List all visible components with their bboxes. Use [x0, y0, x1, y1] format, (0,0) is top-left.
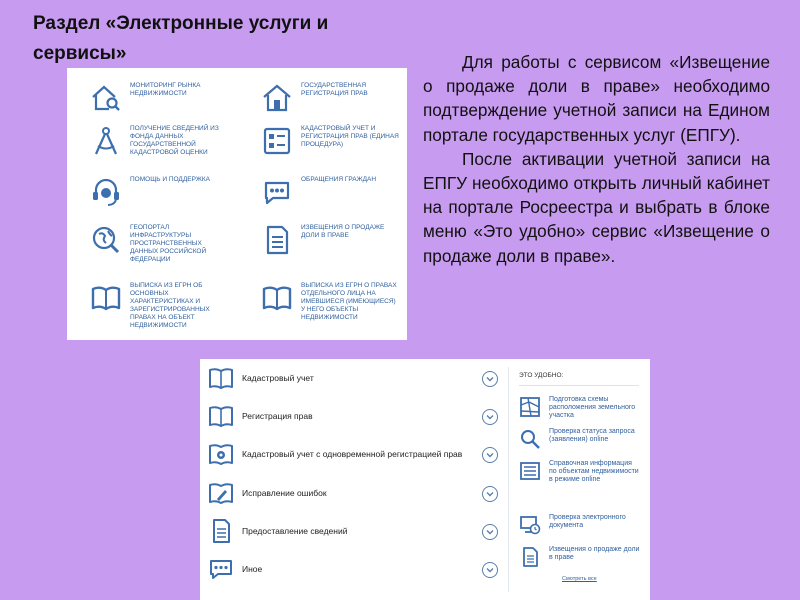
service-share-sale-notice[interactable] — [261, 224, 401, 256]
building-list-icon — [519, 460, 541, 482]
convenient-item-label: Подготовка схемы расположения земельного участка — [549, 396, 636, 420]
service-geoportal[interactable] — [90, 224, 230, 264]
menu-item-other[interactable] — [208, 554, 498, 584]
service-single-procedure[interactable] — [261, 125, 401, 157]
chevron-down-icon[interactable] — [482, 447, 498, 463]
open-book-icon — [261, 282, 293, 314]
book-icon — [208, 365, 234, 391]
menu-item-label: Исправление ошибок — [242, 488, 327, 498]
services-panel — [67, 68, 407, 340]
service-label: ОБРАЩЕНИЯ ГРАЖДАН — [301, 176, 377, 183]
paragraph-1: Для работы с сервисом «Извещение о продаже доли в праве» необходимо подтверждение учетной записи на Едином портале государственных услуг (ЕПГУ). — [423, 52, 770, 145]
convenient-item-share-sale-notice[interactable] — [519, 546, 641, 568]
map-icon — [519, 396, 541, 418]
compass-icon — [90, 125, 122, 157]
chat-icon — [261, 176, 293, 208]
menu-item-label: Предоставление сведений — [242, 526, 348, 536]
chevron-down-icon[interactable] — [482, 371, 498, 387]
book-icon — [208, 403, 234, 429]
chat-icon — [208, 556, 234, 582]
menu-item-cadastral[interactable] — [208, 363, 498, 393]
convenient-item-label: Проверка статуса запроса (заявления) online — [549, 428, 635, 444]
monitor-clock-icon — [519, 514, 541, 536]
book-pencil-icon — [208, 480, 234, 506]
checklist-icon — [261, 125, 293, 157]
menu-item-label: Кадастровый учет — [242, 373, 314, 383]
service-label: ГОСУДАРСТВЕННАЯ РЕГИСТРАЦИЯ ПРАВ — [301, 82, 368, 97]
convenient-item-label: Справочная информация по объектам недвижимости в режиме online — [549, 460, 639, 484]
open-book-icon — [90, 282, 122, 314]
globe-search-icon — [90, 224, 122, 256]
service-label: ВЫПИСКА ИЗ ЕГРН О ПРАВАХ ОТДЕЛЬНОГО ЛИЦА НА ИМЕВШИЕСЯ (ИМЕЮЩИЕСЯ) У НЕГО ОБЪЕКТЫ НЕДВИЖИМОСТИ — [301, 282, 397, 321]
show-all-link[interactable]: Смотреть все — [562, 576, 597, 582]
service-cadastral-valuation[interactable] — [90, 125, 230, 157]
body-text — [423, 50, 770, 268]
service-label: КАДАСТРОВЫЙ УЧЕТ И РЕГИСТРАЦИЯ ПРАВ (ЕДИНАЯ ПРОЦЕДУРА) — [301, 125, 399, 148]
menu-item-information[interactable] — [208, 516, 498, 546]
book-gear-icon — [208, 441, 234, 467]
service-label: МОНИТОРИНГ РЫНКА НЕДВИЖИМОСТИ — [130, 82, 201, 97]
convenient-item-reference-info[interactable] — [519, 460, 641, 485]
convenient-item-label: Проверка электронного документа — [549, 514, 626, 530]
service-label: ИЗВЕЩЕНИЯ О ПРОДАЖЕ ДОЛИ В ПРАВЕ — [301, 224, 385, 239]
convenient-title: ЭТО УДОБНО: — [519, 372, 564, 379]
chevron-down-icon[interactable] — [482, 562, 498, 578]
menu-item-label: Регистрация прав — [242, 411, 313, 421]
headset-icon — [90, 176, 122, 208]
menu-item-label: Кадастровый учет с одновременной регистрацией прав — [242, 449, 463, 459]
service-registration[interactable] — [261, 82, 401, 114]
paragraph-2: После активации учетной записи на ЕПГУ необходимо открыть личный кабинет на портале Росреестра и выбрать в блоке меню «Это удобно» сервис «Извещение о продаже доли в праве». — [423, 148, 770, 266]
chevron-down-icon[interactable] — [482, 524, 498, 540]
service-label: ПОЛУЧЕНИЕ СВЕДЕНИЙ ИЗ ФОНДА ДАННЫХ ГОСУДАРСТВЕННОЙ КАДАСТРОВОЙ ОЦЕНКИ — [130, 125, 219, 156]
service-market-monitoring[interactable] — [90, 82, 230, 114]
menu-item-registration[interactable] — [208, 401, 498, 431]
service-egrn-person[interactable] — [261, 282, 401, 322]
menu-item-cadastral-registration[interactable] — [208, 439, 498, 469]
document-icon — [261, 224, 293, 256]
menu-item-error-correction[interactable] — [208, 478, 498, 508]
document-icon — [208, 518, 234, 544]
slide-heading: Раздел «Электронные услуги и сервисы» — [33, 13, 329, 64]
house-icon — [261, 82, 293, 114]
service-citizen-appeals[interactable] — [261, 176, 401, 208]
house-search-icon — [90, 82, 122, 114]
menu-item-label: Иное — [242, 564, 263, 574]
service-label: ВЫПИСКА ИЗ ЕГРН ОБ ОСНОВНЫХ ХАРАКТЕРИСТИКАХ И ЗАРЕГИСТРИРОВАННЫХ ПРАВАХ НА ОБЪЕКТ НЕДВИЖИМОСТИ — [130, 282, 210, 329]
convenient-item-status-check[interactable] — [519, 428, 641, 450]
convenient-item-label: Извещения о продаже доли в праве — [549, 546, 640, 562]
convenient-item-land-scheme[interactable] — [519, 396, 641, 421]
chevron-down-icon[interactable] — [482, 486, 498, 502]
panel-divider — [508, 367, 509, 592]
convenient-item-document-check[interactable] — [519, 514, 641, 536]
service-label: ПОМОЩЬ И ПОДДЕРЖКА — [130, 176, 210, 183]
service-egrn-basic[interactable] — [90, 282, 230, 330]
account-panel — [200, 359, 650, 600]
service-label: ГЕОПОРТАЛ ИНФРАСТРУКТУРЫ ПРОСТРАНСТВЕННЫХ ДАННЫХ РОССИЙСКОЙ ФЕДЕРАЦИИ — [130, 224, 207, 263]
document-icon — [519, 546, 541, 568]
title-divider — [519, 385, 639, 386]
service-help-support[interactable] — [90, 176, 230, 208]
search-icon — [519, 428, 541, 450]
chevron-down-icon[interactable] — [482, 409, 498, 425]
